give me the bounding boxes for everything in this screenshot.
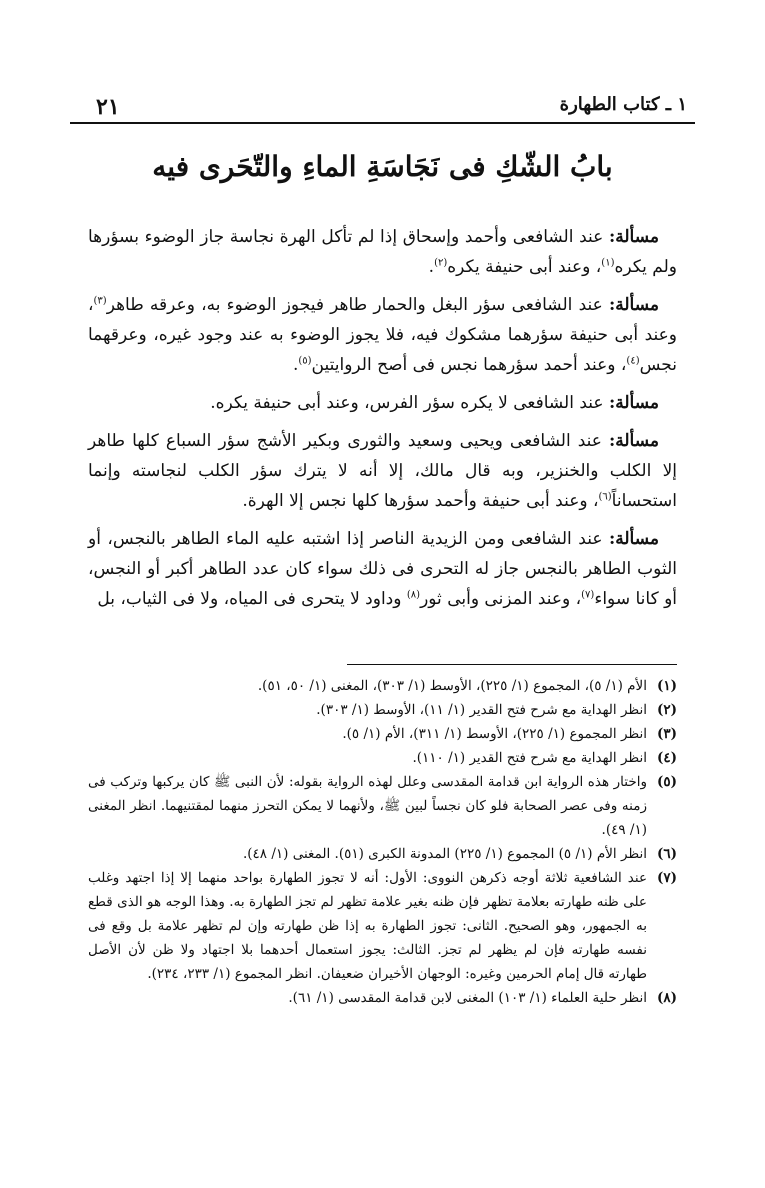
footnote-number: (١) <box>656 678 677 694</box>
issue-label: مسألة: <box>608 529 660 549</box>
issue-label: مسألة: <box>608 393 659 413</box>
issue-label: مسألة: <box>608 295 659 315</box>
footnote <box>88 674 677 698</box>
paragraph <box>88 290 677 380</box>
footnote <box>88 866 677 986</box>
footnote-number: (٨) <box>656 990 677 1006</box>
footnote-text: انظر الهداية مع شرح فتح القدير (١/ ١١)، الأوسط (١/ ٣٠٣). <box>316 702 647 718</box>
footnote-text: انظر الهداية مع شرح فتح القدير (١/ ١١٠). <box>412 750 647 766</box>
paragraph-text: ، وعند أبى حنيفة يكره <box>447 257 602 277</box>
footnote-text: الأم (١/ ٥)، المجموع (١/ ٢٢٥)، الأوسط (١/ ٣٠٣)، المغنى (١/ ٥٠، ٥١). <box>257 678 647 694</box>
footnote-number: (٣) <box>656 726 677 742</box>
paragraph <box>88 222 677 282</box>
footnote <box>88 770 677 842</box>
footnote <box>88 722 677 746</box>
footnote-number: (٢) <box>656 702 677 718</box>
footnote <box>88 842 677 866</box>
main-text <box>88 222 677 622</box>
paragraph-text: وداود لا يتحرى فى المياه، ولا فى الثياب، بل <box>97 589 407 609</box>
footnote-text: انظر الأم (١/ ٥) المجموع (١/ ٢٢٥) المدونة الكبرى (٥١). المغنى (١/ ٤٨). <box>242 846 647 862</box>
paragraph-text: عند الشافعى سؤر البغل والحمار طاهر فيجوز الوضوء به، وعرقه طاهر <box>106 295 603 315</box>
footnote-ref: (٧) <box>581 589 595 601</box>
issue-label: مسألة: <box>608 227 659 247</box>
paragraph-text: ، وعند أبى حنيفة وأحمد سؤرها كلها نجس إلا الهرة. <box>242 491 599 511</box>
footnote-ref: (١) <box>601 257 615 269</box>
footnote-ref: (٥) <box>298 355 312 367</box>
footnote-ref: (٢) <box>434 257 448 269</box>
issue-label: مسألة: <box>608 431 660 451</box>
paragraph-text: ، وعند أبى حنيفة سؤرهما مشكوك فيه، فلا يجوز الوضوء به عند وجود غيره، وعرقهما نجس <box>88 295 677 375</box>
paragraph-text: . <box>428 257 435 277</box>
footnote <box>88 986 677 1010</box>
paragraph <box>88 524 677 614</box>
footnote-text: انظر المجموع (١/ ٢٢٥)، الأوسط (١/ ٣١١)، الأم (١/ ٥). <box>342 726 647 742</box>
footnote <box>88 698 677 722</box>
paragraph-text: عند الشافعى وأحمد وإسحاق إذا لم تأكل الهرة نجاسة جاز الوضوء بسؤرها ولم يكره <box>88 227 677 277</box>
footnote-number: (٥) <box>656 774 677 790</box>
footnote-ref: (٤) <box>626 355 640 367</box>
footnote-number: (٧) <box>656 870 677 886</box>
footnote-ref: (٦) <box>598 491 612 503</box>
page-number: ٢١ <box>96 94 120 120</box>
chapter-title: بابُ الشّكِ فى نَجَاسَةِ الماءِ والتّحَرى فيه <box>152 150 613 183</box>
running-title: ١ ـ كتاب الطهارة <box>559 94 687 115</box>
paragraph-text: . <box>292 355 299 375</box>
paragraph <box>88 388 677 418</box>
footnote-ref: (٣) <box>93 295 107 307</box>
paragraph-text: ، وعند المزنى وأبى ثور <box>420 589 582 609</box>
footnote-ref: (٨) <box>406 589 421 601</box>
footnote-number: (٦) <box>656 846 677 862</box>
paragraph-text: ، وعند أحمد سؤرهما نجس فى أصح الروايتين <box>311 355 627 375</box>
footnote-number: (٤) <box>656 750 677 766</box>
footnote <box>88 746 677 770</box>
header-rule <box>70 122 695 124</box>
footnote-separator <box>347 664 677 665</box>
footnote-text: واختار هذه الرواية ابن قدامة المقدسى وعلل لهذه الرواية بقوله: لأن النبى ﷺ كان يركبها وتركب فى زمنه وفى عصر الصحابة فلو كان نجساً لبين ﷺ، ولأنهما لا يمكن التحرز منهما لمقتنيهما. انظر المغنى (١/ ٤٩). <box>88 774 647 838</box>
footnote-text: عند الشافعية ثلاثة أوجه ذكرهن النووى: الأول: أنه لا تجوز الطهارة بواحد منهما إلا إذا اجتهد وغلب على ظنه طهارته بعلامة تظهر فإن ظنه بغير علامة تظهر لم تجز الطهارة به. وهذا الوجه هو الذى قطع به الجمهور، وهو الصحيح. الثانى: تجوز الطهارة به إذا ظن طهارته وإن لم تظهر علامة بل وقع فى نفسه طهارته فإن لم يظهر لم تجز. الثالث: يجوز استعمال أحدهما بلا اجتهاد ولا ظن لأن الأصل طهارته قال إمام الحرمين وغيره: الوجهان الأخيران ضعيفان. انظر المجموع (١/ ٢٣٣، ٢٣٤). <box>88 870 647 982</box>
footnotes <box>88 674 677 1010</box>
paragraph-text: عند الشافعى ومن الزيدية الناصر إذا اشتبه عليه الماء الطاهر بالنجس، أو الثوب الطاهر بالنجس جاز له التحرى فى ذلك سواء كان عدد الطاهر أكبر أو النجس، أو كانا سواء <box>88 529 677 609</box>
footnote-text: انظر حلية العلماء (١/ ١٠٣) المغنى لابن قدامة المقدسى (١/ ٦١). <box>288 990 647 1006</box>
paragraph-text: عند الشافعى ويحيى وسعيد والثورى وبكير الأشج سؤر السباع كلها طاهر إلا الكلب والخنزير، وبه قال مالك، إلا أنه لا يترك سؤر الكلب لنجاسته وإنما استحساناً <box>88 431 677 511</box>
paragraph <box>88 426 677 516</box>
paragraph-text: عند الشافعى لا يكره سؤر الفرس، وعند أبى حنيفة يكره. <box>210 393 604 413</box>
